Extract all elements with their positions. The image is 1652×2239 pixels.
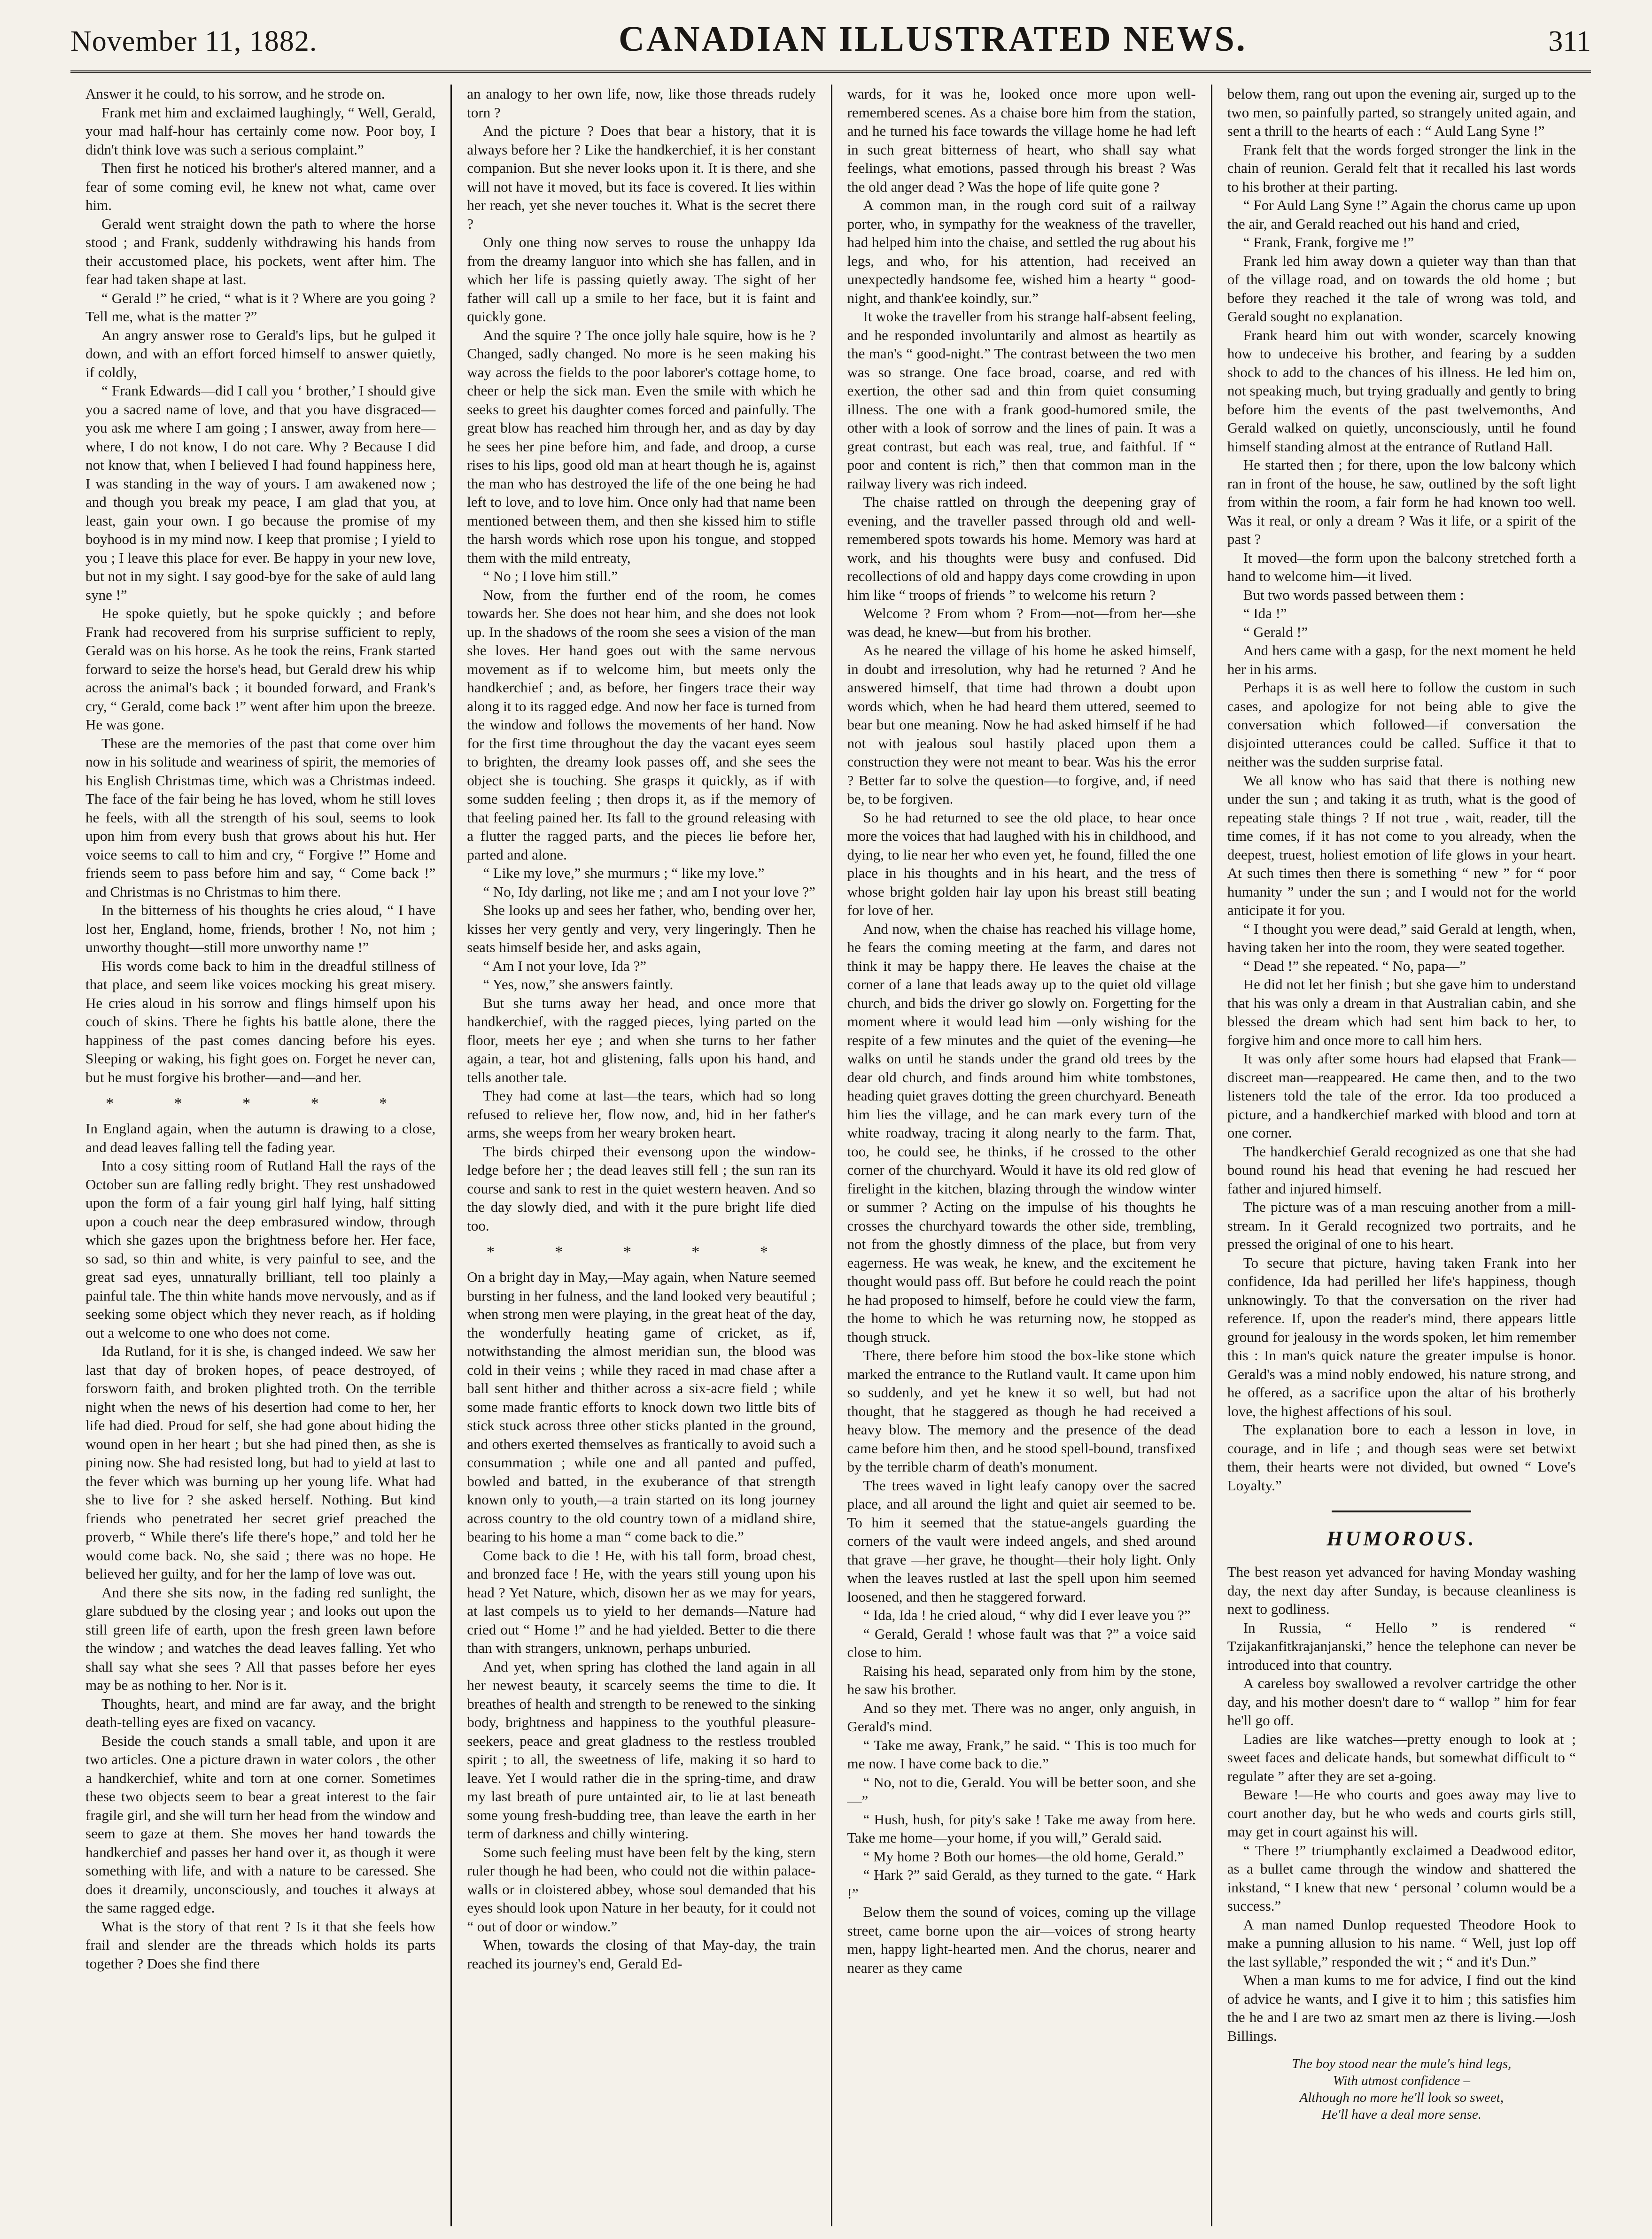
- paragraph: The chaise rattled on through the deepening gray of evening, and the traveller passed through old and well-remembered spots towards his home. Memory was hard at work, and his thoughts were busy and confused. Did recollections of old and happy days come crowding in upon him like “ troops of friends ” to welcome his return ?: [847, 494, 1196, 603]
- paragraph: But two words passed between them :: [1243, 586, 1464, 603]
- paragraph: In Russia, “ Hello ” is rendered “ Tzijakanfitkrajanjanski,” hence the telephone can never be introduced into that country.: [1227, 1619, 1576, 1673]
- paragraph: And the squire ? The once jolly hale squire, how is he ? Changed, sadly changed. No more is he seen making his way across the fields to the poor laborer's cottage home, to cheer or help the sick man. Even the smile with which he seeks to greet his daughter comes forced and painfully. The great blow has reached him through her, and as day by day he sees her pine before him, and fade, and droop, a curse rises to his lips, good old man at heart though he is, against the man who has destroyed the life of the one being he had left to love, and to love him. Once only had that name been mentioned between them, and then she kissed him to stifle the harsh words which rose upon his tongue, and stopped them with the mild entreaty,: [467, 326, 816, 566]
- paragraph: Frank heard him out with wonder, scarcely knowing how to undeceive his brother, and fearing by a sudden shock to add to the chances of his illness. He led him on, not speaking much, but trying gradually and gently to bring before him the events of the past twelvemonths, And Gerald walked on quietly, unconsciously, until he found himself standing almost at the entrance of Rutland Hall.: [1227, 326, 1576, 455]
- paragraph: below them, rang out upon the evening air, surged up to the two men, so painfully parted, so strangely united again, and sent a thrill to the hearts of each : “ Auld Lang Syne !”: [1227, 85, 1576, 139]
- verse-line: With utmost confidence –: [1333, 2073, 1471, 2088]
- paragraph: A man named Dunlop requested Theodore Hook to make a punning allusion to his name. “ Well, just lop off the last syllable,” responded the wit ; “ and it's Dun.”: [1227, 1916, 1576, 1970]
- paragraph: Frank met him and exclaimed laughingly, “ Well, Gerald, your mad half-hour has certainly come now. Poor boy, I didn't think love was such a serious complaint.”: [85, 104, 436, 158]
- section-heading: HUMOROUS.: [1326, 1527, 1477, 1550]
- verse-line: The boy stood near the mule's hind legs,: [1292, 2056, 1512, 2071]
- paragraph: What is the story of that rent ? Is it that she feels how frail and slender are the threads which holds its parts together ? Does she find there: [85, 1918, 436, 1972]
- paragraph: And there she sits now, in the fading red sunlight, the glare subdued by the closing year ; and looks out upon the still green life of earth, upon the fresh green lawn before the window ; and watches the dead leaves falling. Yet who shall say what she sees ? All that passes before her eyes may be as nothing to her. Nor is it.: [85, 1584, 436, 1693]
- paragraph: “ Dead !” she repeated. “ No, papa—”: [1243, 957, 1466, 974]
- paragraph: “ Yes, now,” she answers faintly.: [483, 976, 674, 992]
- paragraph: Ladies are like watches—pretty enough to look at ; sweet faces and delicate hands, but somewhat difficult to “ regulate ” after they are set a-going.: [1227, 1730, 1576, 1784]
- paragraph: “ Gerald !”: [1243, 623, 1308, 640]
- paragraph: The handkerchief Gerald recognized as one that she had bound round his head that evening he had rescued her father and injured himself.: [1227, 1143, 1576, 1197]
- paragraph: It moved—the form upon the balcony stretched forth a hand to welcome him—it lived.: [1227, 549, 1576, 584]
- paragraph: We all know who has said that there is nothing new under the sun ; and taking it as truth, what is the good of repeating stale things ? If not true , wait, reader, till the time comes, if it has not come to you already, when the deepest, truest, holiest emotion of life glows in your heart. At such times then there is something “ new ” for “ poor humanity ” under the sun ; and I would not for the world anticipate it for you.: [1227, 772, 1576, 918]
- masthead: [70, 19, 1591, 73]
- paragraph: “ Like my love,” she murmurs ; “ like my love.”: [483, 865, 765, 881]
- paragraph: Only one thing now serves to rouse the unhappy Ida from the dreamy languor into which she has fallen, and in which her life is passing quietly away. The sight of her father will call up a smile to her face, but it is faint and quickly gone.: [467, 234, 816, 325]
- paragraph: As he neared the village of his home he asked himself, in doubt and irresolution, why had he returned ? And he answered himself, that time had thrown a doubt upon words which, when he had heard them uttered, seemed to bear but one meaning. Now he had asked himself if he had not with jealous soul hastily placed upon them a construction they were not meant to bear. Was his the error ? Better far to solve the question—to forgive, and, if need be, to be forgiven.: [847, 642, 1196, 807]
- paragraph: And the picture ? Does that bear a history, that it is always before her ? Like the handkerchief, it is her constant companion. But she never looks upon it. It is there, and she will not have it moved, but its face is covered. It lies within her reach, yet she never touches it. What is the secret there ?: [467, 123, 816, 232]
- page-number: 311: [1548, 25, 1591, 57]
- column-2: [450, 85, 830, 2226]
- publication-title: CANADIAN ILLUSTRATED NEWS.: [618, 19, 1247, 59]
- paragraph: “ There !” triumphantly exclaimed a Deadwood editor, as a bullet came through the window and shattered the inkstand, “ I knew that new ‘ personal ’ column would be a success.”: [1227, 1842, 1576, 1914]
- paragraph: When, towards the closing of that May-day, the train reached its journey's end, Gerald Ed-: [467, 1937, 816, 1972]
- paragraph: His words come back to him in the dreadful stillness of that place, and seem like voices mocking his great misery. He cries aloud in his sorrow and flings himself upon his couch of skins. There he fights his battle alone, there the happiness of the past comes dancing before his eyes. Sleeping or waking, his fight goes on. Forget he never can, but he must forgive his brother—and—and her.: [85, 957, 436, 1085]
- paragraph: Beside the couch stands a small table, and upon it are two articles. One a picture drawn in water colors , the other a handkerchief, white and torn at one corner. Sometimes these two objects seem to bear a great interest to the fair fragile girl, and she will turn her head from the window and seem to gaze at them. She moves her hand towards the handkerchief and passes her hand over it, as though it were something with life, and with a nature to be caressed. She does it dreamily, unconsciously, and touches it always at the same ragged edge.: [85, 1732, 436, 1916]
- paragraph: But she turns away her head, and once more that handkerchief, with the ragged pieces, lying parted on the floor, meets her eye ; and when she turns to her father again, a tear, hot and glistening, falls upon his hand, and tells another tale.: [467, 994, 816, 1085]
- paragraph: “ I thought you were dead,” said Gerald at length, when, having taken her into the room, they were seated together.: [1227, 920, 1576, 955]
- paragraph: He started then ; for there, upon the low balcony which ran in front of the house, he saw, outlined by the soft light from within the room, a fair form he had known too well. Was it real, or only a dream ? Was it life, or a spirit of the past ?: [1227, 457, 1576, 547]
- paragraph: wards, for it was he, looked once more upon well-remembered scenes. As a chaise bore him from the station, and he turned his face towards the village home he had left in such great bitterness of heart, who shall say what feelings, what emotions, passed through his breast ? Was the old anger dead ? Was the hope of life quite gone ?: [847, 85, 1196, 195]
- paragraph: In England again, when the autumn is drawing to a close, and dead leaves falling tell the fading year.: [85, 1120, 436, 1155]
- paragraph: Thoughts, heart, and mind are far away, and the bright death-telling eyes are fixed on vacancy.: [85, 1695, 436, 1730]
- paragraph: Gerald went straight down the path to where the horse stood ; and Frank, suddenly withdrawing his hands from their accustomed place, his pockets, went after him. The fear had taken shape at last.: [85, 215, 436, 287]
- column-1: [70, 85, 450, 2226]
- paragraph: Perhaps it is as well here to follow the custom in such cases, and apologize for not being able to give the conversation which followed—if conversation the disjointed utterances could be called. Suffice it that to neither was the sudden surprise fatal.: [1227, 679, 1576, 770]
- paragraph: So he had returned to see the old place, to hear once more the voices that had laughed with his in childhood, and dying, to lie near her who even yet, he found, filled the one place in his thoughts and in his heart, and the tress of whose bright golden hair lay upon his breast still beating for love of her.: [847, 809, 1196, 918]
- paragraph: He spoke quietly, but he spoke quickly ; and before Frank had recovered from his surprise sufficient to reply, Gerald was on his horse. As he took the reins, Frank started forward to seize the horse's head, but Gerald drew his whip across the animal's back ; it bounded forward, and Frank's cry, “ Gerald, come back !” went after him upon the breeze. He was gone.: [85, 605, 436, 733]
- paragraph: He did not let her finish ; but she gave him to understand that his was only a dream in that Australian cabin, and she blessed the dream which had sent him back to her, to forgive him and once more to call him hers.: [1227, 976, 1576, 1048]
- issue-date: November 11, 1882.: [70, 25, 318, 57]
- paragraph: “ No, Idy darling, not like me ; and am I not your love ?”: [483, 883, 815, 900]
- paragraph: an analogy to her own life, now, like those threads rudely torn ?: [467, 85, 816, 121]
- paragraph: Into a cosy sitting room of Rutland Hall the rays of the October sun are falling redly bright. They rest unshadowed upon the form of a fair young girl half lying, half sitting upon a couch near the deep embrasured window, through which she gazes upon the brightness before her. Her face, so sad, so thin and white, is very painful to see, and the great sad eyes, unnaturally brilliant, tell too plainly a painful tale. The thin white hands move nervously, and as if seeking some object which they never reach, as if holding out a welcome to one who does not come.: [85, 1157, 436, 1341]
- paragraph: In the bitterness of his thoughts he cries aloud, “ I have lost her, England, home, friends, brother ! No, not him ; unworthy thought—still more unworthy name !”: [85, 902, 436, 955]
- paragraph: “ Am I not your love, Ida ?”: [483, 957, 647, 974]
- paragraph: “ No ; I love him still.”: [483, 568, 618, 584]
- paragraph: And so they met. There was no anger, only anguish, in Gerald's mind.: [847, 1699, 1196, 1735]
- section-rule: [1332, 1511, 1471, 1512]
- paragraph: “ Frank Edwards—did I call you ‘ brother,’ I should give you a sacred name of love, and that you have disgraced—you ask me where I am going ; I answer, away from here—where, I do not know, I do not care. Why ? Because I did not know that, when I believed I had found happiness here, I was standing in the way of yours. I am awakened now ; and though you break my peace, I am glad that you, at least, gain your own. I go because the promise of my boyhood is in my mind now. I keep that promise ; I yield to you ; I leave this place for ever. Be happy in your new love, but not in my sight. I say good-bye for the sake of auld lang syne !”: [85, 382, 436, 603]
- paragraph: There, there before him stood the box-like stone which marked the entrance to the Rutland vault. It came upon him so suddenly, and yet he knew it so well, but had not thought, that he staggered as though he had received a heavy blow. The memory and the presence of the dead came before him then, and he stood spell-bound, transfixed by the terrible charm of death's monument.: [847, 1347, 1196, 1475]
- paragraph: To secure that picture, having taken Frank into her confidence, Ida had perilled her life's happiness, though unknowingly. To that the conversation on the river had reference. If, upon the reader's mind, there appears little ground for jealousy in the words spoken, let him remember this : In man's quick nature the greater impulse is honor. Gerald's was a mind nobly endowed, his nature strong, and he offered, as a sacrifice upon the altar of his brotherly love, the highest affections of his soul.: [1227, 1254, 1576, 1419]
- article-columns: [70, 85, 1591, 2226]
- paragraph: These are the memories of the past that come over him now in his solitude and weariness of spirit, the memories of his English Christmas time, which was a Christmas indeed. The face of the fair being he has loved, whom he still loves he feels, with all the strength of his soul, seems to look upon him from every bush that grows about his hut. Her voice seems to call to him and cry, “ Forgive !” Home and friends seem to pass before him and say, “ Come back !” and Christmas is no Christmas to him there.: [85, 735, 436, 900]
- verse-line: Although no more he'll look so sweet,: [1299, 2090, 1504, 2105]
- paragraph: The explanation bore to each a lesson in love, in courage, and in life ; and though seas were set betwixt them, their hearts were not divided, but owned “ Love's Loyalty.”: [1227, 1421, 1576, 1494]
- column-3: [831, 85, 1211, 2226]
- paragraph: She looks up and sees her father, who, bending over her, kisses her very gently and very, very lingeringly. Then he seats himself beside her, and asks again,: [467, 902, 816, 955]
- paragraph: Frank led him away down a quieter way than than that of the village road, and on towards the old home ; but before they reached it the tale of wrong was told, and Gerald sought no explanation.: [1227, 252, 1576, 325]
- paragraph: “ Ida, Ida ! he cried aloud, “ why did I ever leave you ?”: [863, 1607, 1191, 1623]
- paragraph: Now, from the further end of the room, he comes towards her. She does not hear him, and she does not look up. In the shadows of the room she sees a vision of the man she loves. Her hand goes out with the same nervous movement as if to welcome him, but meets only the handkerchief ; and, as before, her fingers trace their way along it to its ragged edge. And now her face is turned from the window and follows the movements of her hand. Now for the first time throughout the day the vacant eyes seem to brighten, the dreamy look passes off, and she sees the object she is touching. She grasps it quickly, as if with some sudden feeling ; then drops it, as if the memory of that feeling pained her. Its fall to the ground releasing with a flutter the ragged parts, and the pieces lie before her, parted and alone.: [467, 586, 816, 863]
- paragraph: Some such feeling must have been felt by the king, stern ruler though he had been, who could not die within palace-walls or in cloistered abbey, whose soul demanded that his eyes should look upon Nature in her beauty, for it could not “ out of door or window.”: [467, 1844, 816, 1935]
- paragraph: The trees waved in light leafy canopy over the sacred place, and all around the light and quiet air seemed to be. To him it seemed that the statue-angels guarding the corners of the vault were indeed angels, and shed around that grave —her grave, he thought—their holy light. Only when the leaves rustled at last the spell upon him seemed loosened, and then he staggered forward.: [847, 1477, 1196, 1605]
- paragraph: Raising his head, separated only from him by the stone, he saw his brother.: [847, 1662, 1196, 1697]
- section-break: * * * * *: [106, 1095, 416, 1112]
- paragraph: Answer it he could, to his sorrow, and he strode on.: [85, 85, 385, 102]
- paragraph: “ Gerald !” he cried, “ what is it ? Where are you going ? Tell me, what is the matter ?”: [85, 289, 436, 325]
- paragraph: And now, when the chaise has reached his village home, he fears the coming meeting at the farm, and dares not think it may be happy there. He leaves the chaise at the corner of a lane that leads away up to the quiet old village church, and bids the driver go slowly on. Forgetting for the moment where it would lead him —only wishing for the respite of a few minutes and the quiet of the evening—he walks on until he stands under the grand old trees by the dear old church, and finds around him white tombstones, heading quiet graves dotting the green churchyard. Beneath him lies the village, and he can mark every turn of the white roadway, tracing it along nearly to the farm. That, too, he could see, he thinks, if he crossed to the other corner of the churchyard. Would it have its old red glow of firelight in the kitchen, blazing through the window winter or summer ? Acting on the impulse of his thoughts he crosses the churchyard towards the other side, trembling, not from the ghostly dimness of the place, but from very eagerness. He was weak, he knew, and the excitement he thought would pass off. But before he could reach the point he had proposed to himself, before he could view the farm, the home to which he was returning now, he stopped as though struck.: [847, 920, 1196, 1345]
- paragraph: “ No, not to die, Gerald. You will be better soon, and she—”: [847, 1774, 1196, 1809]
- paragraph: The best reason yet advanced for having Monday washing day, the next day after Sunday, is because cleanliness is next to godliness.: [1227, 1564, 1576, 1617]
- paragraph: An angry answer rose to Gerald's lips, but he gulped it down, and with an effort forced himself to answer quietly, if coldly,: [85, 326, 436, 380]
- paragraph: “ My home ? Both our homes—the old home, Gerald.”: [863, 1848, 1184, 1865]
- paragraph: Beware !—He who courts and goes away may live to court another day, but he who weds and courts girls still, may get in court against his will.: [1227, 1786, 1576, 1840]
- verse-line: He'll have a deal more sense.: [1321, 2107, 1481, 2122]
- paragraph: A common man, in the rough cord suit of a railway porter, who, in sympathy for the weakness of the traveller, had helped him into the chaise, and settled the rug about his legs, and who, for his attention, had received an unexpectedly handsome fee, wished him a hearty “ good-night, and thank'ee koindly, sur.”: [847, 197, 1196, 306]
- paragraph: “ Ida !”: [1243, 605, 1287, 621]
- paragraph: The birds chirped their evensong upon the window-ledge before her ; the dead leaves still fell ; the sun ran its course and sank to rest in the quiet western heaven. And so the day slowly died, and with it the pure bright life died too.: [467, 1143, 816, 1234]
- section-break: * * * * *: [486, 1243, 796, 1261]
- paragraph: “ Frank, Frank, forgive me !”: [1243, 234, 1414, 250]
- paragraph: It woke the traveller from his strange half-absent feeling, and he responded involuntarily and almost as heartily as the man's “ good-night.” The contrast between the two men was so strange. One face broad, coarse, and red with exertion, the other sad and thin from quiet consuming illness. The one with a frank good-humored smile, the other with a look of sorrow and the lines of pain. It was a great contrast, but each was real, true, and faithful. If “ poor and content is rich,” then that common man in the railway livery was rich indeed.: [847, 308, 1196, 492]
- paragraph: A careless boy swallowed a revolver cartridge the other day, and his mother doesn't dare to “ wallop ” him for fear he'll go off.: [1227, 1675, 1576, 1728]
- paragraph: Ida Rutland, for it is she, is changed indeed. We saw her last that day of broken hopes, of peace destroyed, of forsworn faith, and broken plighted troth. On the terrible night when the news of his desertion had come to her, her life had died. Proud for self, she had gone about hiding the wound open in her heart ; but she had pined then, as she is pining now. She had resisted long, but had to yield at last to the fever which was burning up her young life. What had she to live for ? she asked herself. Nothing. But kind friends who penetrated her secret grief preached the proverb, “ While there's life there's hope,” and told her he would come back. No, she said ; there was no hope. He believed her guilty, and for her the lamp of love was out.: [85, 1343, 436, 1582]
- paragraph: When a man kums to me for advice, I find out the kind of advice he wants, and I give it to him ; this satisfies him the he and I are two az smart men az there is living.—Josh Billings.: [1227, 1972, 1576, 2044]
- paragraph: Welcome ? From whom ? From—not—from her—she was dead, he knew—but from his brother.: [847, 605, 1196, 640]
- paragraph: “ Take me away, Frank,” he said. “ This is too much for me now. I have come back to die.”: [847, 1736, 1196, 1772]
- paragraph: And hers came with a gasp, for the next moment he held her in his arms.: [1227, 642, 1576, 677]
- paragraph: “ Gerald, Gerald ! whose fault was that ?” a voice said close to him.: [847, 1625, 1196, 1660]
- paragraph: On a bright day in May,—May again, when Nature seemed bursting in her fulness, and the land looked very beautiful ; when strong men were playing, in the great heat of the day, the wonderfully heating game of cricket, as if, notwithstanding the almost meridian sun, the blood was cold in their veins ; while they raced in mad chase after a ball sent hither and thither across a six-acre field ; while some made frantic efforts to knock down two little bits of stick stuck across three other sticks planted in the ground, and others exerted themselves as frantically to avoid such a consummation ; while one and all panted and puffed, bowled and batted, in the exuberance of that strength known only to youth,—a train started on its long journey across country to the old country town of a midland shire, bearing to his home a man “ come back to die.”: [467, 1269, 816, 1545]
- paragraph: Frank felt that the words forged stronger the link in the chain of reunion. Gerald felt that it recalled his last words to his brother at their parting.: [1227, 141, 1576, 195]
- paragraph: Then first he noticed his brother's altered manner, and a fear of some coming evil, he knew not what, came over him.: [85, 160, 436, 213]
- closing-verse: [1227, 2055, 1576, 2123]
- paragraph: Below them the sound of voices, coming up the village street, came borne upon the air—voices of strong hearty men, happy light-hearted men. And the chorus, nearer and nearer as they came: [847, 1904, 1196, 1976]
- paragraph: The picture was of a man rescuing another from a mill-stream. In it Gerald recognized two portraits, and he pressed the original of one to his heart.: [1227, 1199, 1576, 1252]
- column-4: [1211, 85, 1591, 2226]
- paragraph: They had come at last—the tears, which had so long refused to relieve her, flow now, and, hid in her father's arms, she weeps from her weary broken heart.: [467, 1087, 816, 1141]
- paragraph: It was only after some hours had elapsed that Frank—discreet man—reappeared. He came then, and to the two listeners told the tale of the error. Ida too produced a picture, and a handkerchief marked with blood and torn at one corner.: [1227, 1050, 1576, 1141]
- paragraph: And yet, when spring has clothed the land again in all her newest beauty, it scarcely seems the time to die. It breathes of health and strength to be renewed to the sinking body, brightness and happiness to the youthful pleasure-seekers, peace and great gladness to the restless troubled spirit ; to all, the sweetness of life, making it so hard to leave. Yet I would rather die in the spring-time, and draw my last breath of pure untainted air, to lie at last beneath some young fresh-budding tree, than leave the earth in her term of darkness and chilly wintering.: [467, 1658, 816, 1842]
- paragraph: “ Hush, hush, for pity's sake ! Take me away from here. Take me home—your home, if you will,” Gerald said.: [847, 1811, 1196, 1846]
- paragraph: “ For Auld Lang Syne !” Again the chorus came up upon the air, and Gerald reached out his hand and cried,: [1227, 197, 1576, 232]
- paragraph: Come back to die ! He, with his tall form, broad chest, and bronzed face ! He, with the years still young upon his head ? Yet Nature, which, disown her as we may for years, at last compels us to yield to her demands—Nature had cried out “ Home !” and he had yielded. Better to die there than with strangers, unknown, perhaps unburied.: [467, 1547, 816, 1656]
- paragraph: “ Hark ?” said Gerald, as they turned to the gate. “ Hark !”: [847, 1867, 1196, 1902]
